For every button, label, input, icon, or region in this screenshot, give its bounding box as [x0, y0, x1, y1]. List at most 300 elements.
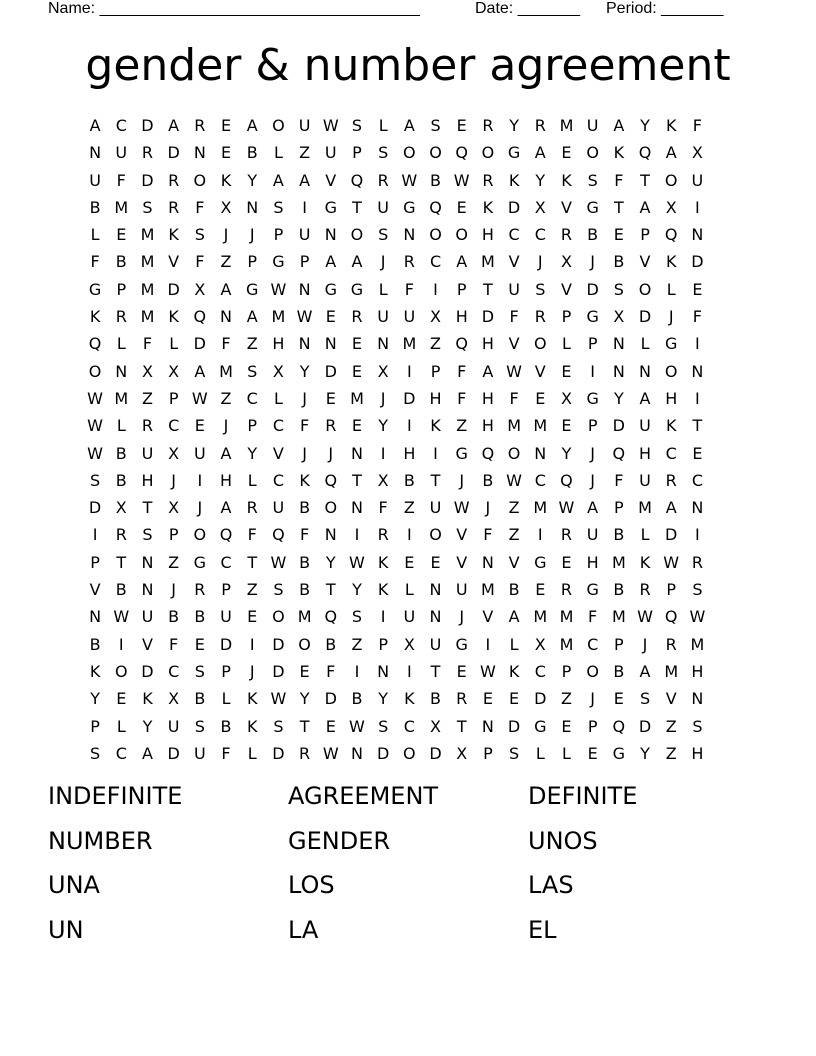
grid-letter[interactable]: U [193, 743, 206, 763]
grid-letter[interactable]: W [349, 552, 365, 572]
grid-letter[interactable]: L [247, 470, 257, 490]
grid-letter[interactable]: W [506, 470, 522, 490]
grid-letter[interactable]: P [430, 361, 441, 381]
grid-letter[interactable]: J [459, 607, 465, 627]
grid-letter[interactable]: B [482, 470, 494, 490]
grid-letter[interactable]: U [298, 116, 311, 135]
grid-letter[interactable]: C [115, 116, 127, 135]
grid-letter[interactable]: K [482, 197, 494, 217]
grid-letter[interactable]: K [665, 252, 677, 272]
grid-letter[interactable]: F [614, 170, 624, 190]
grid-letter[interactable]: I [433, 279, 438, 299]
grid-letter[interactable]: A [220, 498, 232, 518]
grid-letter[interactable]: H [691, 661, 704, 681]
grid-letter[interactable]: R [115, 307, 127, 327]
grid-letter[interactable]: V [456, 552, 468, 572]
grid-letter[interactable]: T [640, 170, 650, 190]
grid-letter[interactable]: O [429, 525, 442, 545]
grid-letter[interactable]: U [403, 607, 416, 627]
grid-letter[interactable]: F [169, 634, 179, 654]
grid-letter[interactable]: T [430, 470, 441, 490]
grid-letter[interactable]: V [456, 525, 468, 545]
grid-letter[interactable]: O [455, 225, 469, 245]
grid-letter[interactable]: C [587, 634, 599, 654]
grid-letter[interactable]: G [193, 552, 207, 572]
grid-letter[interactable]: C [691, 470, 703, 490]
grid-letter[interactable]: X [613, 307, 625, 327]
grid-letter[interactable]: A [639, 388, 651, 408]
grid-letter[interactable]: A [534, 143, 546, 163]
grid-letter[interactable]: E [561, 361, 572, 381]
grid-letter[interactable]: K [639, 552, 651, 572]
grid-letter[interactable]: S [351, 116, 363, 135]
grid-letter[interactable]: I [695, 525, 700, 545]
grid-letter[interactable]: K [168, 225, 179, 245]
grid-letter[interactable]: J [668, 307, 674, 327]
grid-letter[interactable]: F [483, 525, 493, 545]
grid-letter[interactable]: D [429, 743, 442, 763]
grid-letter[interactable]: K [142, 689, 153, 709]
grid-letter[interactable]: Q [324, 470, 338, 490]
grid-letter[interactable]: A [89, 116, 101, 135]
grid-letter[interactable]: I [695, 334, 700, 354]
grid-letter[interactable]: P [614, 498, 624, 518]
grid-letter[interactable]: Q [88, 334, 102, 354]
grid-letter[interactable]: N [298, 334, 311, 354]
grid-letter[interactable]: S [692, 716, 703, 736]
grid-letter[interactable]: D [272, 661, 285, 681]
grid-letter[interactable]: U [220, 607, 232, 627]
grid-letter[interactable]: B [430, 170, 442, 190]
grid-letter[interactable]: H [429, 388, 442, 408]
grid-letter[interactable]: W [506, 361, 522, 381]
grid-letter[interactable]: K [220, 170, 232, 190]
name-field[interactable]: Name: ____________________________________ [48, 0, 420, 17]
grid-letter[interactable]: P [352, 143, 362, 163]
grid-letter[interactable]: O [403, 743, 416, 763]
grid-letter[interactable]: E [325, 388, 336, 408]
grid-letter[interactable]: A [639, 197, 651, 217]
grid-letter[interactable]: Y [299, 689, 310, 709]
grid-letter[interactable]: P [456, 279, 467, 299]
grid-letter[interactable]: N [324, 525, 337, 545]
grid-letter[interactable]: B [587, 225, 599, 245]
grid-letter[interactable]: V [482, 607, 494, 627]
grid-letter[interactable]: E [351, 334, 363, 354]
grid-letter[interactable]: Q [638, 143, 652, 163]
grid-letter[interactable]: Y [561, 443, 572, 463]
grid-letter[interactable]: D [167, 279, 180, 299]
grid-letter[interactable]: T [116, 552, 127, 572]
grid-letter[interactable]: M [271, 307, 286, 327]
grid-letter[interactable]: Y [535, 170, 546, 190]
grid-letter[interactable]: W [453, 498, 470, 518]
grid-letter[interactable]: C [220, 552, 232, 572]
grid-letter[interactable]: F [378, 498, 388, 518]
grid-letter[interactable]: P [378, 634, 388, 654]
grid-letter[interactable]: Z [141, 388, 153, 408]
grid-letter[interactable]: Z [508, 498, 520, 518]
grid-letter[interactable]: W [322, 743, 339, 763]
grid-letter[interactable]: Y [247, 170, 258, 190]
grid-letter[interactable]: Y [325, 552, 336, 572]
grid-letter[interactable]: G [324, 279, 337, 299]
grid-letter[interactable]: A [403, 116, 415, 135]
grid-letter[interactable]: O [586, 143, 599, 163]
grid-letter[interactable]: S [142, 525, 153, 545]
grid-letter[interactable]: E [456, 116, 467, 135]
grid-letter[interactable]: I [590, 361, 596, 381]
grid-letter[interactable]: I [695, 197, 700, 217]
grid-letter[interactable]: J [642, 634, 648, 654]
grid-letter[interactable]: K [665, 116, 677, 135]
grid-letter[interactable]: L [404, 580, 414, 600]
grid-letter[interactable]: L [116, 716, 126, 736]
grid-letter[interactable]: Q [664, 607, 678, 627]
grid-letter[interactable]: Y [247, 443, 258, 463]
grid-letter[interactable]: F [614, 470, 624, 490]
grid-letter[interactable]: W [270, 689, 287, 709]
grid-letter[interactable]: D [167, 743, 180, 763]
grid-letter[interactable]: X [534, 197, 546, 217]
grid-letter[interactable]: F [221, 334, 231, 354]
grid-letter[interactable]: V [141, 634, 153, 654]
grid-letter[interactable]: W [296, 307, 313, 327]
grid-letter[interactable]: N [246, 197, 259, 217]
grid-letter[interactable]: G [507, 143, 521, 163]
grid-letter[interactable]: C [115, 743, 127, 763]
grid-letter[interactable]: I [406, 661, 412, 681]
grid-letter[interactable]: M [638, 498, 652, 518]
grid-letter[interactable]: Q [612, 443, 626, 463]
grid-letter[interactable]: M [140, 307, 155, 327]
grid-letter[interactable]: P [614, 634, 624, 654]
grid-letter[interactable]: J [171, 580, 177, 600]
grid-letter[interactable]: N [403, 225, 416, 245]
grid-letter[interactable]: V [325, 170, 337, 190]
grid-letter[interactable]: M [140, 252, 155, 272]
grid-letter[interactable]: F [692, 307, 702, 327]
grid-letter[interactable]: Y [509, 116, 519, 135]
grid-letter[interactable]: C [534, 470, 546, 490]
grid-letter[interactable]: A [299, 170, 311, 190]
grid-letter[interactable]: F [692, 116, 702, 135]
grid-letter[interactable]: X [430, 716, 442, 736]
grid-letter[interactable]: E [220, 143, 232, 163]
grid-letter[interactable]: B [403, 470, 415, 490]
grid-letter[interactable]: Q [455, 334, 469, 354]
grid-letter[interactable]: H [481, 416, 494, 436]
grid-letter[interactable]: R [691, 552, 703, 572]
grid-letter[interactable]: G [586, 197, 599, 217]
grid-letter[interactable]: U [429, 498, 442, 518]
grid-letter[interactable]: V [508, 252, 520, 272]
grid-letter[interactable]: J [537, 252, 543, 272]
grid-letter[interactable]: C [429, 252, 442, 272]
grid-letter[interactable]: G [324, 197, 337, 217]
grid-letter[interactable]: L [535, 743, 545, 763]
grid-letter[interactable]: D [376, 743, 390, 763]
grid-letter[interactable]: D [193, 334, 206, 354]
grid-letter[interactable]: S [430, 116, 441, 135]
grid-letter[interactable]: N [377, 661, 390, 681]
grid-letter[interactable]: S [535, 279, 546, 299]
grid-letter[interactable]: U [89, 170, 101, 190]
grid-letter[interactable]: B [194, 689, 206, 709]
grid-letter[interactable]: U [429, 634, 442, 654]
grid-letter[interactable]: T [613, 197, 624, 217]
grid-letter[interactable]: U [508, 279, 520, 299]
grid-letter[interactable]: J [223, 416, 229, 436]
grid-letter[interactable]: N [612, 361, 625, 381]
grid-letter[interactable]: W [349, 716, 365, 736]
grid-letter[interactable]: A [587, 498, 599, 518]
grid-letter[interactable]: M [350, 388, 364, 408]
grid-letter[interactable]: R [377, 525, 389, 545]
grid-letter[interactable]: S [194, 661, 205, 681]
grid-letter[interactable]: S [509, 743, 520, 763]
grid-letter[interactable]: S [90, 470, 101, 490]
grid-letter[interactable]: J [223, 225, 229, 245]
grid-letter[interactable]: A [272, 170, 284, 190]
grid-letter[interactable]: E [456, 661, 467, 681]
grid-letter[interactable]: N [481, 716, 494, 736]
grid-letter[interactable]: P [168, 525, 179, 545]
grid-letter[interactable]: K [508, 170, 520, 190]
grid-letter[interactable]: E [194, 634, 205, 654]
grid-letter[interactable]: X [377, 361, 389, 381]
grid-letter[interactable]: L [116, 416, 126, 436]
grid-letter[interactable]: K [430, 416, 441, 436]
grid-letter[interactable]: E [692, 443, 703, 463]
grid-letter[interactable]: L [273, 143, 283, 163]
grid-letter[interactable]: L [562, 743, 571, 763]
grid-letter[interactable]: G [586, 388, 599, 408]
grid-letter[interactable]: K [89, 661, 101, 681]
grid-letter[interactable]: E [247, 607, 258, 627]
grid-letter[interactable]: N [691, 225, 704, 245]
grid-letter[interactable]: U [455, 580, 468, 600]
grid-letter[interactable]: D [272, 634, 285, 654]
grid-letter[interactable]: A [220, 443, 232, 463]
grid-letter[interactable]: M [533, 416, 548, 436]
grid-letter[interactable]: I [118, 634, 124, 654]
grid-letter[interactable]: Y [142, 716, 153, 736]
grid-letter[interactable]: R [482, 116, 494, 135]
grid-letter[interactable]: F [457, 388, 467, 408]
grid-letter[interactable]: R [534, 307, 546, 327]
grid-letter[interactable]: B [115, 252, 127, 272]
grid-letter[interactable]: P [640, 225, 650, 245]
grid-letter[interactable]: A [613, 116, 625, 135]
grid-letter[interactable]: P [273, 225, 284, 245]
grid-letter[interactable]: B [89, 634, 101, 654]
grid-letter[interactable]: H [481, 388, 494, 408]
grid-letter[interactable]: N [429, 580, 442, 600]
grid-letter[interactable]: R [194, 116, 206, 135]
grid-letter[interactable]: T [430, 661, 441, 681]
grid-letter[interactable]: K [561, 170, 572, 190]
grid-letter[interactable]: G [665, 334, 678, 354]
grid-letter[interactable]: C [534, 225, 546, 245]
grid-letter[interactable]: Q [429, 197, 442, 217]
grid-letter[interactable]: U [586, 525, 599, 545]
grid-letter[interactable]: E [351, 416, 363, 436]
grid-letter[interactable]: Y [640, 116, 650, 135]
grid-letter[interactable]: F [404, 279, 414, 299]
grid-letter[interactable]: B [115, 580, 127, 600]
grid-letter[interactable]: E [509, 689, 520, 709]
grid-letter[interactable]: M [114, 197, 129, 217]
grid-letter[interactable]: X [403, 634, 415, 654]
grid-letter[interactable]: U [141, 607, 154, 627]
grid-letter[interactable]: X [456, 743, 468, 763]
grid-letter[interactable]: I [537, 525, 543, 545]
grid-letter[interactable]: S [378, 225, 389, 245]
grid-letter[interactable]: M [611, 552, 626, 572]
grid-letter[interactable]: J [380, 252, 386, 272]
grid-letter[interactable]: D [507, 716, 521, 736]
grid-letter[interactable]: L [273, 388, 283, 408]
grid-letter[interactable]: R [482, 170, 494, 190]
grid-letter[interactable]: D [88, 498, 102, 518]
grid-letter[interactable]: R [560, 225, 573, 245]
grid-letter[interactable]: U [639, 416, 651, 436]
grid-letter[interactable]: S [351, 607, 363, 627]
grid-letter[interactable]: E [613, 225, 624, 245]
grid-letter[interactable]: J [249, 225, 255, 245]
grid-letter[interactable]: O [507, 443, 521, 463]
grid-letter[interactable]: R [560, 525, 573, 545]
grid-letter[interactable]: P [247, 252, 258, 272]
grid-letter[interactable]: Q [219, 525, 233, 545]
grid-letter[interactable]: F [116, 170, 126, 190]
grid-letter[interactable]: D [481, 307, 495, 327]
grid-letter[interactable]: W [637, 607, 653, 627]
grid-letter[interactable]: B [115, 470, 127, 490]
grid-letter[interactable]: F [299, 416, 310, 436]
grid-letter[interactable]: M [297, 607, 312, 627]
grid-letter[interactable]: D [638, 307, 652, 327]
grid-letter[interactable]: M [559, 116, 574, 135]
grid-letter[interactable]: Y [352, 580, 362, 600]
grid-letter[interactable]: P [299, 252, 310, 272]
grid-letter[interactable]: N [612, 334, 625, 354]
grid-letter[interactable]: L [169, 334, 179, 354]
grid-letter[interactable]: M [402, 334, 417, 354]
grid-letter[interactable]: Z [246, 334, 258, 354]
grid-letter[interactable]: N [691, 361, 704, 381]
grid-letter[interactable]: X [168, 443, 180, 463]
grid-letter[interactable]: S [587, 170, 598, 190]
grid-letter[interactable]: L [378, 279, 388, 299]
grid-letter[interactable]: N [89, 143, 102, 163]
grid-letter[interactable]: H [586, 552, 599, 572]
grid-letter[interactable]: I [354, 525, 360, 545]
grid-letter[interactable]: E [535, 388, 546, 408]
grid-letter[interactable]: P [247, 416, 258, 436]
grid-letter[interactable]: R [168, 170, 180, 190]
grid-letter[interactable]: X [665, 197, 677, 217]
grid-letter[interactable]: B [299, 552, 311, 572]
grid-letter[interactable]: G [272, 252, 285, 272]
grid-letter[interactable]: A [351, 252, 363, 272]
grid-letter[interactable]: F [509, 307, 519, 327]
grid-letter[interactable]: M [559, 634, 574, 654]
grid-letter[interactable]: M [140, 279, 155, 299]
grid-letter[interactable]: K [508, 661, 520, 681]
grid-letter[interactable]: W [270, 279, 287, 299]
grid-letter[interactable]: R [377, 170, 389, 190]
grid-letter[interactable]: Q [664, 225, 678, 245]
grid-letter[interactable]: O [272, 607, 285, 627]
grid-letter[interactable]: Q [193, 307, 207, 327]
grid-letter[interactable]: D [612, 416, 625, 436]
grid-letter[interactable]: K [377, 552, 389, 572]
grid-letter[interactable]: G [403, 197, 416, 217]
grid-letter[interactable]: L [640, 525, 650, 545]
grid-letter[interactable]: S [378, 716, 389, 736]
grid-letter[interactable]: O [481, 143, 495, 163]
grid-letter[interactable]: J [459, 470, 465, 490]
grid-letter[interactable]: S [273, 197, 284, 217]
grid-letter[interactable]: Z [456, 416, 468, 436]
grid-letter[interactable]: G [455, 443, 468, 463]
grid-letter[interactable]: F [221, 743, 231, 763]
grid-letter[interactable]: R [456, 689, 468, 709]
grid-letter[interactable]: R [168, 197, 180, 217]
grid-letter[interactable]: U [193, 443, 206, 463]
grid-letter[interactable]: O [193, 525, 207, 545]
grid-letter[interactable]: G [534, 716, 547, 736]
grid-letter[interactable]: N [324, 225, 337, 245]
grid-letter[interactable]: Z [220, 252, 232, 272]
grid-letter[interactable]: Q [560, 470, 573, 490]
grid-letter[interactable]: R [403, 252, 415, 272]
grid-letter[interactable]: E [561, 143, 572, 163]
grid-letter[interactable]: D [141, 116, 154, 135]
grid-letter[interactable]: L [116, 334, 126, 354]
grid-letter[interactable]: X [430, 307, 442, 327]
grid-letter[interactable]: I [406, 525, 412, 545]
grid-letter[interactable]: C [246, 388, 258, 408]
grid-letter[interactable]: V [665, 689, 677, 709]
grid-letter[interactable]: J [197, 498, 203, 518]
grid-letter[interactable]: P [561, 661, 572, 681]
grid-letter[interactable]: W [87, 443, 103, 463]
grid-letter[interactable]: Q [350, 170, 364, 190]
grid-letter[interactable]: E [613, 689, 624, 709]
grid-letter[interactable]: Z [220, 388, 232, 408]
grid-letter[interactable]: G [534, 552, 547, 572]
grid-letter[interactable]: E [404, 552, 415, 572]
grid-letter[interactable]: H [481, 334, 494, 354]
grid-letter[interactable]: O [88, 361, 102, 381]
grid-letter[interactable]: W [322, 116, 339, 135]
grid-letter[interactable]: G [586, 307, 599, 327]
grid-letter[interactable]: E [587, 743, 598, 763]
grid-letter[interactable]: P [116, 279, 127, 299]
grid-letter[interactable]: W [87, 416, 103, 436]
grid-letter[interactable]: T [352, 470, 362, 490]
grid-letter[interactable]: I [485, 634, 491, 654]
grid-letter[interactable]: G [612, 743, 626, 763]
grid-letter[interactable]: C [272, 416, 284, 436]
grid-letter[interactable]: O [298, 634, 311, 654]
grid-letter[interactable]: X [560, 252, 572, 272]
grid-letter[interactable]: H [665, 388, 678, 408]
grid-letter[interactable]: I [406, 416, 412, 436]
